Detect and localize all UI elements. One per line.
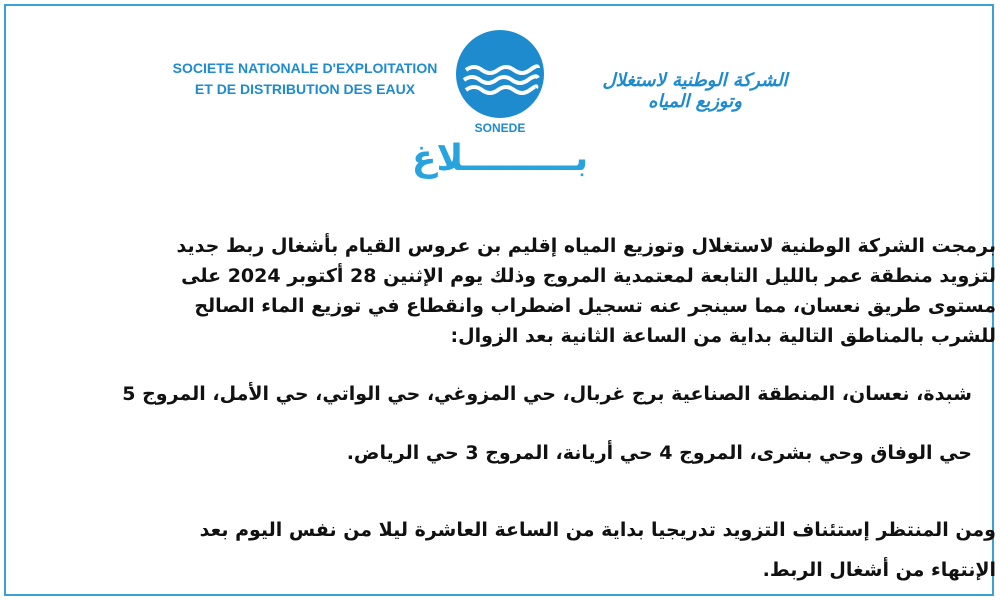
paragraph1-line-4: للشرب بالمناطق التالية بداية من الساعة الثانية بعد الزوال: bbox=[450, 325, 996, 347]
affected-areas-line-1: شبدة، نعسان، المنطقة الصناعية برج غربال، حي المزوغي، حي الواتي، حي الأمل، المروج 5 bbox=[122, 383, 972, 405]
organization-name-arabic: الشركة الوطنية لاستغلال وتوزيع المياه bbox=[602, 70, 788, 112]
paragraph-announcement bbox=[0, 231, 996, 351]
affected-areas-line-2: حي الوفاق وحي بشرى، المروج 4 حي أريانة، المروج 3 حي الرياض. bbox=[346, 442, 972, 464]
paragraph1-line-1: برمجت الشركة الوطنية لاستغلال وتوزيع المياه إقليم بن عروس القيام بأشغال ربط جديد bbox=[176, 235, 996, 257]
paragraph-resumption bbox=[0, 510, 996, 590]
paragraph3-line-1: ومن المنتظر إستئناف التزويد تدريجيا بداية من الساعة العاشرة ليلا من نفس اليوم بعد bbox=[199, 519, 996, 541]
water-waves-logo-icon bbox=[452, 26, 548, 122]
org-fr-line-2: ET DE DISTRIBUTION DES EAUX bbox=[194, 81, 416, 97]
paragraph1-line-3: مستوى طريق نعسان، مما سينجر عنه تسجيل اضطراب وانقطاع في توزيع الماء الصالح bbox=[194, 295, 996, 317]
org-fr-line-1: SOCIETE NATIONALE D'EXPLOITATION bbox=[172, 60, 438, 76]
paragraph3-line-2: الإنتهاء من أشغال الربط. bbox=[762, 559, 996, 581]
notice-title: بـــــــــلاغ bbox=[411, 138, 589, 179]
organization-name-french bbox=[170, 58, 440, 100]
paragraph1-line-2: لتزويد منطقة عمر بالليل التابعة لمعتمدية المروج وذلك يوم الإثنين 28 أكتوبر 2024 على bbox=[181, 265, 996, 287]
logo-text: SONEDE bbox=[474, 121, 526, 135]
